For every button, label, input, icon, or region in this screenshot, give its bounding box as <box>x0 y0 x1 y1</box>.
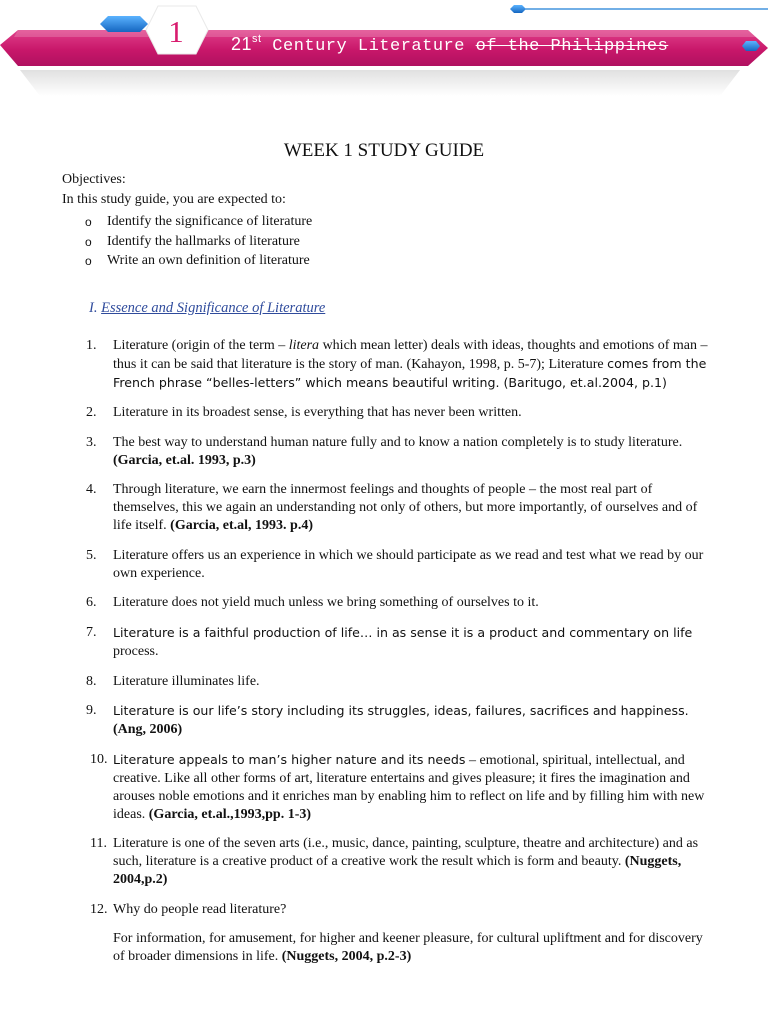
objective-text: Write an own definition of literature <box>107 253 310 268</box>
list-item <box>62 702 710 739</box>
item-text: Through literature, we earn the innermost feelings and thoughts of people – the most real part of themselves, this we again an understanding not only of others, but more importantly, of ourselves and of life itself. <box>113 482 698 534</box>
item-number: 11. <box>90 836 107 852</box>
course-title-superscript: st <box>252 33 262 46</box>
objective-item <box>85 252 710 272</box>
literature-points-list <box>62 337 710 967</box>
item-text-sans: comes from the French phrase “belles-letters” which means beautiful writing. (Baritugo, et.al.2004, p.1) <box>113 355 707 390</box>
item-text: Literature offers us an experience in which we should participate as we read and test what we read by our own experience. <box>113 547 704 581</box>
course-title-struck: of the Philippines <box>475 37 669 56</box>
objectives-label: Objectives: <box>62 172 126 187</box>
item-text: Literature (origin of the term – <box>113 337 289 353</box>
list-item <box>62 434 710 470</box>
item-number: 12. <box>90 902 108 918</box>
item-text: – emotional, spiritual, intellectual, and creative. Like all other forms of art, literature entertains and gives pleasure; it fires the imagination and arouses noble emotions and it enriches man by enabling him to reflect on life and by filling him with new ideas. <box>113 752 705 822</box>
item-text-sans: Literature is a faithful production of life… in as sense it is a product and commentary on life <box>113 625 693 641</box>
item-text-cont: which mean letter) deals with ideas, thoughts and emotions of man – thus it can be said that literature is the story of man. (Kahayon, 1998, p. 5-7); Literature <box>113 337 708 372</box>
item-number: 6. <box>86 595 97 611</box>
page-title: WEEK 1 STUDY GUIDE <box>283 140 485 161</box>
list-item <box>62 404 710 422</box>
item-italic-term: litera <box>288 337 320 353</box>
item-text: Literature is one of the seven arts (i.e., music, dance, painting, sculpture, theatre and architecture) and as such, literature is a creative product of a creative work the result which is form and beauty. <box>113 836 699 870</box>
item-number: 10. <box>90 751 108 767</box>
item-text: Literature illuminates life. <box>113 673 260 689</box>
item-text: Literature in its broadest sense, is everything that has never been written. <box>113 405 522 421</box>
list-item <box>62 751 710 824</box>
item-text-sans: Literature appeals to man’s higher nature and its needs <box>113 751 466 767</box>
bullet-icon: o <box>85 215 92 229</box>
item-number: 5. <box>86 547 97 563</box>
list-item <box>62 337 710 393</box>
item-number: 2. <box>86 405 97 421</box>
section-number: I. <box>89 299 98 316</box>
section-heading <box>89 299 710 317</box>
item-number: 3. <box>86 434 97 450</box>
course-title-main: Century Literature <box>261 37 476 56</box>
study-guide-content <box>62 171 710 978</box>
objective-item <box>85 213 710 233</box>
item-citation: (Nuggets, 2004, p.2-3) <box>281 949 412 965</box>
item-text-cont: process. <box>113 644 159 660</box>
item-citation: (Ang, 2006) <box>113 722 183 738</box>
list-item <box>62 594 710 612</box>
item-citation: (Garcia, et.al. 1993, p.3) <box>113 452 256 468</box>
bullet-icon: o <box>85 234 92 249</box>
list-item <box>62 901 710 966</box>
bullet-icon: o <box>85 254 92 268</box>
item-citation: (Garcia, et.al, 1993. p.4) <box>170 518 313 534</box>
objectives-intro: In this study guide, you are expected to: <box>62 192 286 207</box>
list-item <box>62 673 710 691</box>
item-number: 4. <box>86 482 97 498</box>
list-item <box>62 835 710 889</box>
item-citation: (Garcia, et.al.,1993,pp. 1-3) <box>148 806 312 822</box>
item-text: Literature does not yield much unless we bring something of ourselves to it. <box>113 595 539 611</box>
list-item <box>62 624 710 661</box>
item-number: 8. <box>86 673 97 689</box>
decorative-diamond-icon <box>100 16 148 32</box>
item-answer <box>113 930 710 966</box>
list-item <box>62 481 710 535</box>
objectives-list <box>62 213 710 272</box>
item-text: Why do people read literature? <box>113 902 287 918</box>
item-number: 9. <box>86 703 97 719</box>
item-answer-text: For information, for amusement, for higher and keener pleasure, for cultural upliftment and for discovery of broader dimensions in life. <box>113 931 703 965</box>
objective-text: Identify the significance of literature <box>107 214 313 229</box>
list-item <box>62 547 710 583</box>
objective-text: Identify the hallmarks of literature <box>107 233 300 249</box>
item-number: 7. <box>86 625 97 641</box>
chapter-number: 1 <box>168 14 184 49</box>
item-citation: (Nuggets, 2004,p.2) <box>113 854 682 888</box>
objective-item <box>85 233 710 253</box>
item-text-sans: Literature is our life’s story including its struggles, ideas, failures, sacrifices and happiness. <box>113 703 689 719</box>
course-title <box>231 34 668 56</box>
section-heading-text: Essence and Significance of Literature <box>101 299 326 316</box>
item-text: The best way to understand human nature fully and to know a nation completely is to study literature. <box>113 434 683 450</box>
course-title-prefix: 21 <box>231 34 253 54</box>
item-number: 1. <box>86 337 97 353</box>
